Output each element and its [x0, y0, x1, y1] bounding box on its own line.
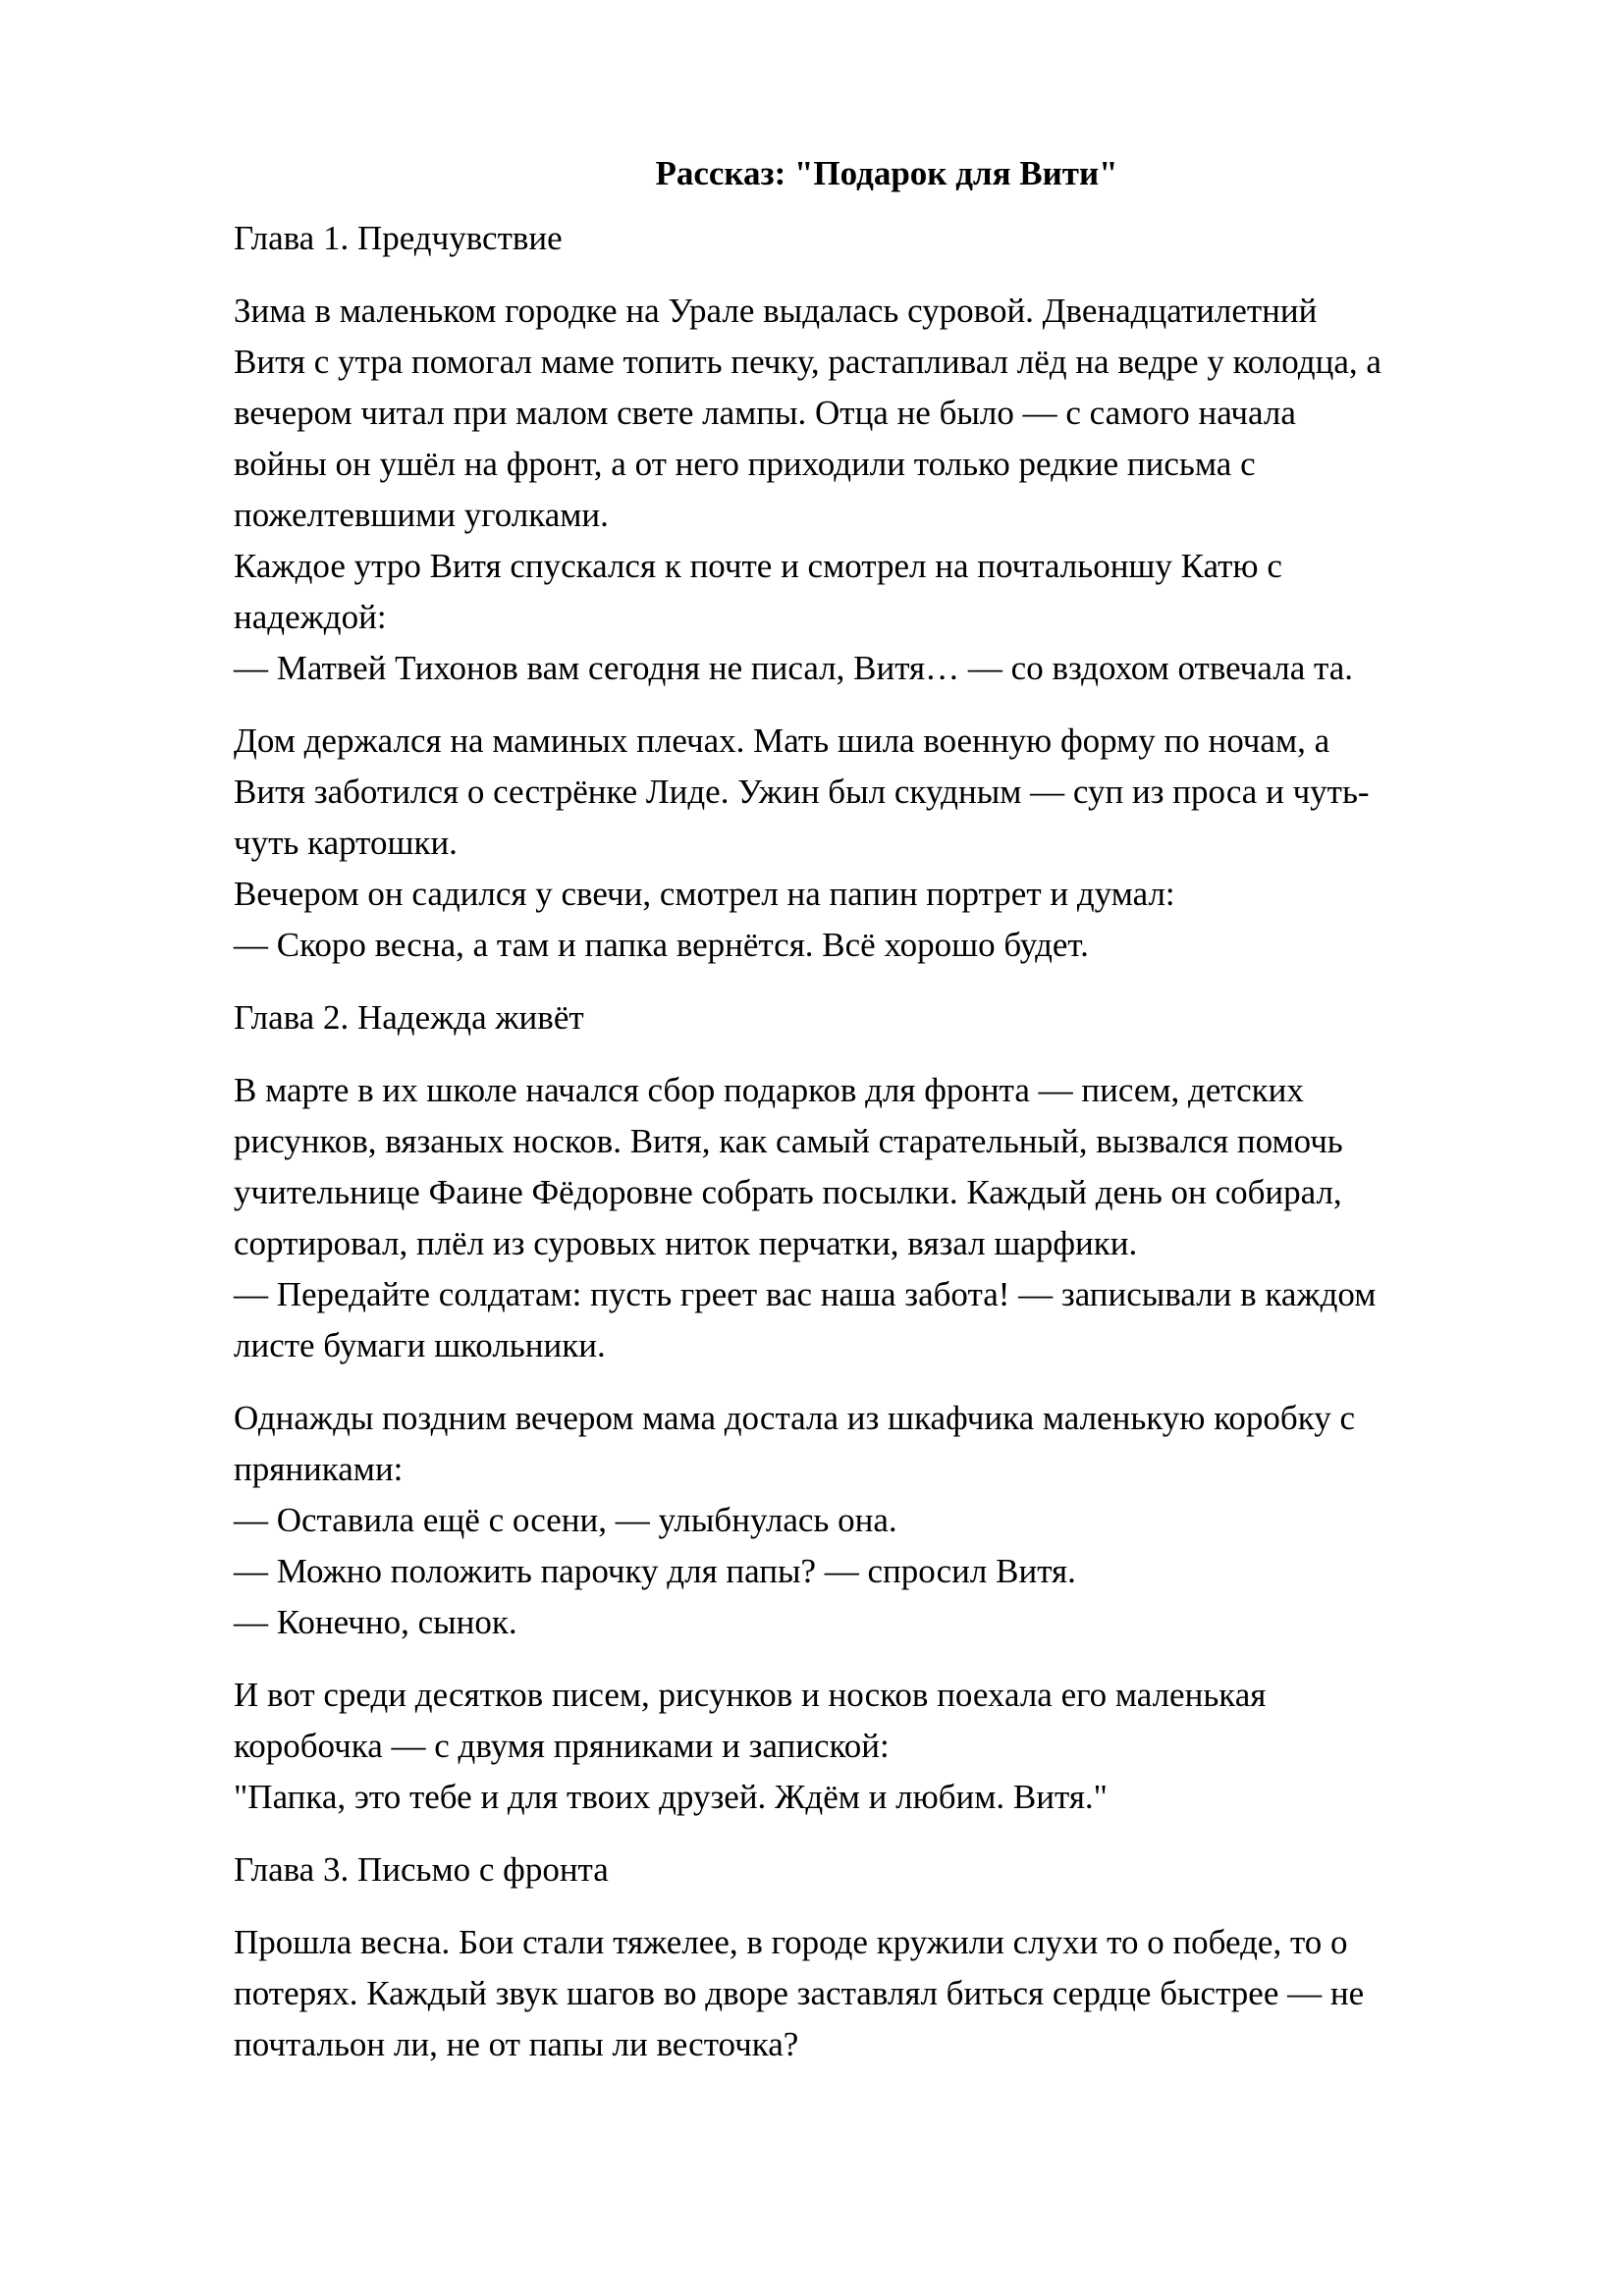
- chapter-heading: Глава 3. Письмо с фронта: [234, 1850, 609, 1889]
- text-line: Зима в маленьком городке на Урале выдалась суровой. Двенадцатилетний: [234, 292, 1318, 330]
- text-line: "Папка, это тебе и для твоих друзей. Ждём и любим. Витя.": [234, 1778, 1108, 1816]
- text-line: И вот среди десятков писем, рисунков и носков поехала его маленькая: [234, 1676, 1267, 1714]
- text-line: Дом держался на маминых плечах. Мать шила военную форму по ночам, а: [234, 721, 1330, 760]
- text-line: — Оставила ещё с осени, — улыбнулась она.: [234, 1501, 897, 1539]
- paragraph: [234, 1917, 1520, 2070]
- text-line: потерях. Каждый звук шагов во дворе заставлял биться сердце быстрее — не: [234, 1974, 1365, 2012]
- text-line: чуть картошки.: [234, 824, 458, 862]
- text-line: рисунков, вязаных носков. Витя, как самый старательный, вызвался помочь: [234, 1122, 1343, 1160]
- text-line: — Можно положить парочку для папы? — спросил Витя.: [234, 1552, 1076, 1590]
- text-line: Витя с утра помогал маме топить печку, растапливал лёд на ведре у колодца, а: [234, 343, 1381, 381]
- paragraph: [234, 1065, 1520, 1371]
- text-line: Вечером он садился у свечи, смотрел на папин портрет и думал:: [234, 875, 1175, 913]
- text-line: надеждой:: [234, 598, 387, 636]
- text-line: — Скоро весна, а там и папка вернётся. Всё хорошо будет.: [234, 926, 1089, 964]
- text-line: — Конечно, сынок.: [234, 1603, 517, 1641]
- text-line: — Передайте солдатам: пусть греет вас наша забота! — записывали в каждом: [234, 1275, 1377, 1313]
- text-line: вечером читал при малом свете лампы. Отца не было — с самого начала: [234, 394, 1296, 432]
- paragraph: [234, 286, 1520, 694]
- text-line: листе бумаги школьники.: [234, 1326, 606, 1364]
- paragraph: [234, 716, 1520, 971]
- text-line: войны он ушёл на фронт, а от него приходили только редкие письма с: [234, 445, 1256, 483]
- text-line: — Матвей Тихонов вам сегодня не писал, Витя… — со вздохом отвечала та.: [234, 649, 1354, 687]
- story-title: Рассказ: "Подарок для Вити": [655, 154, 1118, 192]
- text-line: Каждое утро Витя спускался к почте и смотрел на почтальоншу Катю с: [234, 547, 1282, 585]
- text-line: пожелтевшими уголками.: [234, 496, 609, 534]
- text-line: учительнице Фаине Фёдоровне собрать посылки. Каждый день он собирал,: [234, 1173, 1342, 1211]
- text-line: В марте в их школе начался сбор подарков для фронта — писем, детских: [234, 1071, 1304, 1109]
- text-line: коробочка — с двумя пряниками и запиской:: [234, 1727, 890, 1765]
- text-line: Прошла весна. Бои стали тяжелее, в городе кружили слухи то о победе, то о: [234, 1923, 1348, 1961]
- chapter-heading: Глава 2. Надежда живёт: [234, 998, 584, 1037]
- paragraph: [234, 1670, 1520, 1823]
- text-line: Однажды поздним вечером мама достала из шкафчика маленькую коробку с: [234, 1399, 1356, 1437]
- text-line: почтальон ли, не от папы ли весточка?: [234, 2025, 799, 2063]
- text-line: пряниками:: [234, 1450, 404, 1488]
- document-body: [234, 148, 1520, 2092]
- text-line: Витя заботился о сестрёнке Лиде. Ужин был скудным — суп из проса и чуть-: [234, 773, 1370, 811]
- chapter-heading: Глава 1. Предчувствие: [234, 219, 563, 257]
- text-line: сортировал, плёл из суровых ниток перчатки, вязал шарфики.: [234, 1224, 1138, 1262]
- paragraph: [234, 1393, 1520, 1648]
